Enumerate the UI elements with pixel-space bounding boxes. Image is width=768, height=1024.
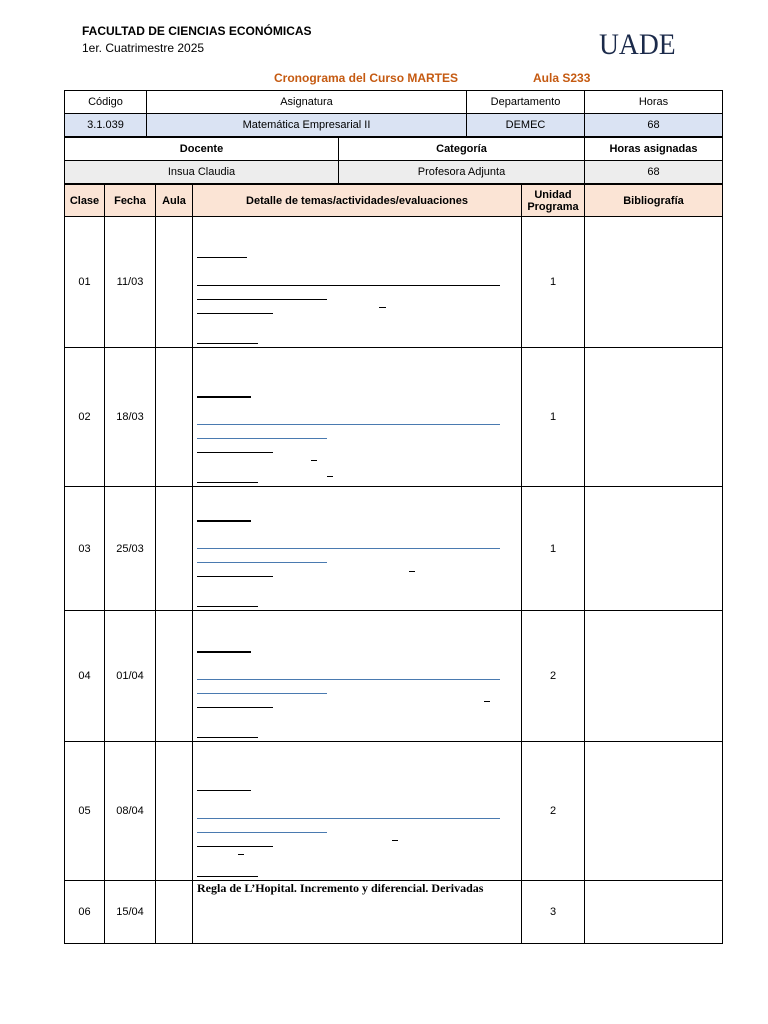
redacted-line (197, 482, 258, 483)
redacted-line (238, 854, 244, 855)
aula-cell (156, 487, 193, 611)
redacted-line (197, 452, 273, 453)
uade-logo: UADE (599, 28, 676, 61)
unidad-header (522, 185, 585, 217)
faculty-name: FACULTAD DE CIENCIAS ECONÓMICAS (82, 24, 312, 38)
detalle-cell (193, 348, 522, 487)
aula-cell (156, 742, 193, 881)
redacted-line (197, 285, 500, 286)
departamento-value: DEMEC (467, 114, 585, 137)
clase-cell: 06 (65, 881, 105, 944)
detalle-cell (193, 487, 522, 611)
redacted-line (197, 846, 273, 847)
asignatura-label: Asignatura (147, 91, 467, 114)
redacted-line (392, 840, 398, 841)
topic-text: Regla de L’Hopital. Incremento y diferencial. Derivadas (197, 881, 484, 895)
redacted-line (197, 343, 258, 344)
redacted-line (197, 790, 251, 791)
codigo-value: 3.1.039 (65, 114, 147, 137)
course-info-table (64, 90, 723, 137)
redacted-line (197, 876, 258, 877)
table-row (65, 348, 723, 487)
unidad-header-line1: Unidad (534, 188, 572, 201)
redacted-line (197, 818, 500, 819)
bibliografia-cell (585, 487, 723, 611)
unidad-cell: 1 (522, 217, 585, 348)
redacted-line (484, 701, 490, 702)
course-info-values (65, 114, 723, 137)
unidad-header-line2: Programa (527, 200, 579, 213)
unidad-cell: 3 (522, 881, 585, 944)
bibliografia-cell (585, 881, 723, 944)
redacted-line (197, 651, 251, 653)
redacted-line (197, 679, 500, 680)
teacher-info-table (64, 137, 723, 184)
horas-value: 68 (585, 114, 723, 137)
redacted-line (311, 460, 317, 461)
term-label: 1er. Cuatrimestre 2025 (82, 41, 205, 55)
redacted-line (197, 576, 273, 577)
departamento-label: Departamento (467, 91, 585, 114)
redacted-line (197, 396, 251, 398)
fecha-cell: 08/04 (105, 742, 156, 881)
horas-label: Horas (585, 91, 723, 114)
codigo-label: Código (65, 91, 147, 114)
redacted-line (409, 571, 415, 572)
unidad-cell: 1 (522, 348, 585, 487)
unidad-cell: 2 (522, 742, 585, 881)
bibliografia-cell (585, 217, 723, 348)
schedule-title: Cronograma del Curso MARTES (274, 71, 459, 85)
aula-cell (156, 611, 193, 742)
table-row (65, 487, 723, 611)
fecha-header: Fecha (105, 185, 156, 217)
bibliografia-cell (585, 348, 723, 487)
redacted-line (197, 562, 327, 563)
clase-cell: 01 (65, 217, 105, 348)
detalle-cell (193, 742, 522, 881)
redacted-line (379, 307, 386, 308)
redacted-line (197, 707, 273, 708)
fecha-cell: 11/03 (105, 217, 156, 348)
unidad-cell: 1 (522, 487, 585, 611)
teacher-info-values (65, 161, 723, 184)
redacted-line (197, 832, 327, 833)
teacher-info-labels (65, 138, 723, 161)
fecha-cell: 25/03 (105, 487, 156, 611)
redacted-line (197, 299, 327, 300)
horas-asignadas-label: Horas asignadas (585, 138, 723, 161)
redacted-line (197, 424, 500, 425)
table-row (65, 881, 723, 944)
aula-header: Aula (156, 185, 193, 217)
redacted-line (197, 520, 251, 522)
detalle-cell (193, 881, 522, 944)
redacted-line (197, 438, 327, 439)
redacted-line (197, 548, 500, 549)
clase-cell: 03 (65, 487, 105, 611)
table-row (65, 217, 723, 348)
redacted-line (327, 476, 333, 477)
fecha-cell: 01/04 (105, 611, 156, 742)
detalle-cell (193, 217, 522, 348)
clase-header: Clase (65, 185, 105, 217)
aula-cell (156, 217, 193, 348)
schedule-header-row (65, 185, 723, 217)
redacted-line (197, 606, 258, 607)
redacted-line (197, 313, 273, 314)
categoria-value: Profesora Adjunta (339, 161, 585, 184)
fecha-cell: 15/04 (105, 881, 156, 944)
bibliografia-header: Bibliografía (585, 185, 723, 217)
categoria-label: Categoría (339, 138, 585, 161)
docente-value: Insua Claudia (65, 161, 339, 184)
redacted-line (197, 737, 258, 738)
asignatura-value: Matemática Empresarial II (147, 114, 467, 137)
redacted-line (197, 693, 327, 694)
aula-title: Aula S233 (533, 71, 591, 85)
docente-label: Docente (65, 138, 339, 161)
clase-cell: 04 (65, 611, 105, 742)
unidad-cell: 2 (522, 611, 585, 742)
schedule-table (64, 184, 723, 944)
course-info-labels (65, 91, 723, 114)
detalle-cell (193, 611, 522, 742)
clase-cell: 05 (65, 742, 105, 881)
redacted-line (197, 257, 247, 258)
aula-cell (156, 881, 193, 944)
detalle-header: Detalle de temas/actividades/evaluaciones (193, 185, 522, 217)
bibliografia-cell (585, 742, 723, 881)
aula-cell (156, 348, 193, 487)
table-row (65, 742, 723, 881)
fecha-cell: 18/03 (105, 348, 156, 487)
bibliografia-cell (585, 611, 723, 742)
horas-asignadas-value: 68 (585, 161, 723, 184)
clase-cell: 02 (65, 348, 105, 487)
table-row (65, 611, 723, 742)
